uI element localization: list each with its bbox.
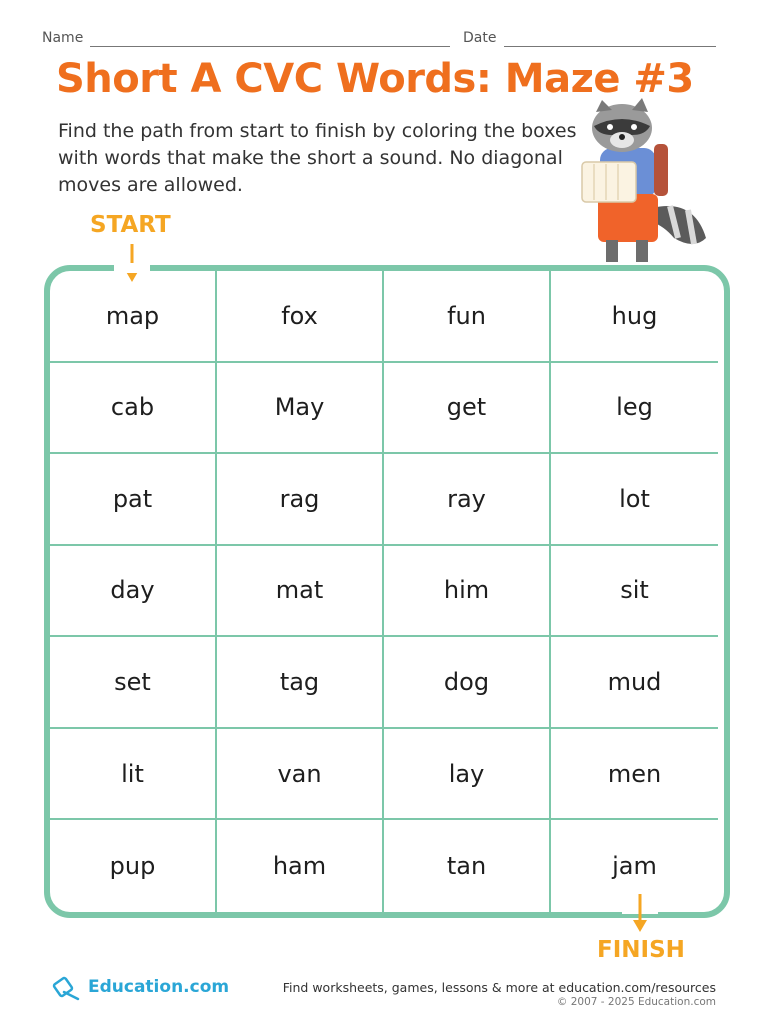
maze-cell[interactable]: mud [551, 637, 718, 729]
maze-cell[interactable]: fox [217, 271, 384, 363]
maze-cell[interactable]: May [217, 363, 384, 455]
maze-cell[interactable]: get [384, 363, 551, 455]
maze-cell[interactable]: mat [217, 546, 384, 638]
worksheet-title: Short A CVC Words: Maze #3 [56, 56, 694, 102]
maze-cell[interactable]: ham [217, 820, 384, 912]
copyright-text: © 2007 - 2025 Education.com [556, 996, 716, 1008]
logo-text: Education.com [88, 977, 230, 997]
footer-tagline[interactable]: Find worksheets, games, lessons & more at education.com/resources [282, 980, 716, 995]
maze-cell[interactable]: dog [384, 637, 551, 729]
maze-cell[interactable]: sit [551, 546, 718, 638]
date-field-line[interactable] [504, 46, 716, 47]
maze-cell[interactable]: van [217, 729, 384, 821]
education-logo[interactable] [52, 972, 229, 1002]
maze-cell[interactable]: map [50, 271, 217, 363]
finish-label: FINISH [597, 937, 685, 963]
start-label: START [90, 212, 171, 238]
instructions-text: Find the path from start to finish by coloring the boxes with words that make the short a sound. No diagonal moves are allowed. [58, 120, 577, 196]
name-field-line[interactable] [90, 46, 450, 47]
maze-cell[interactable]: fun [384, 271, 551, 363]
raccoon-tail [652, 206, 706, 244]
date-label: Date [463, 30, 497, 46]
maze-cell[interactable]: lit [50, 729, 217, 821]
maze-cell[interactable]: cab [50, 363, 217, 455]
education-logo-icon [52, 972, 82, 1002]
maze-cell[interactable]: tag [217, 637, 384, 729]
name-label: Name [42, 30, 84, 46]
maze-cell[interactable]: lay [384, 729, 551, 821]
maze-cell[interactable]: rag [217, 454, 384, 546]
maze-grid [50, 271, 718, 912]
maze-cell[interactable]: men [551, 729, 718, 821]
maze-cell[interactable]: pup [50, 820, 217, 912]
raccoon-illustration [574, 98, 714, 268]
maze-cell[interactable]: tan [384, 820, 551, 912]
finish-arrow-icon [631, 894, 649, 934]
maze-cell[interactable]: him [384, 546, 551, 638]
maze-cell[interactable]: set [50, 637, 217, 729]
maze-cell[interactable]: ray [384, 454, 551, 546]
maze-cell[interactable]: jam [612, 852, 657, 881]
maze-cell[interactable]: pat [50, 454, 217, 546]
maze-cell[interactable]: day [50, 546, 217, 638]
maze-cell[interactable]: lot [551, 454, 718, 546]
maze-cell[interactable]: hug [551, 271, 718, 363]
maze-cell[interactable]: leg [551, 363, 718, 455]
